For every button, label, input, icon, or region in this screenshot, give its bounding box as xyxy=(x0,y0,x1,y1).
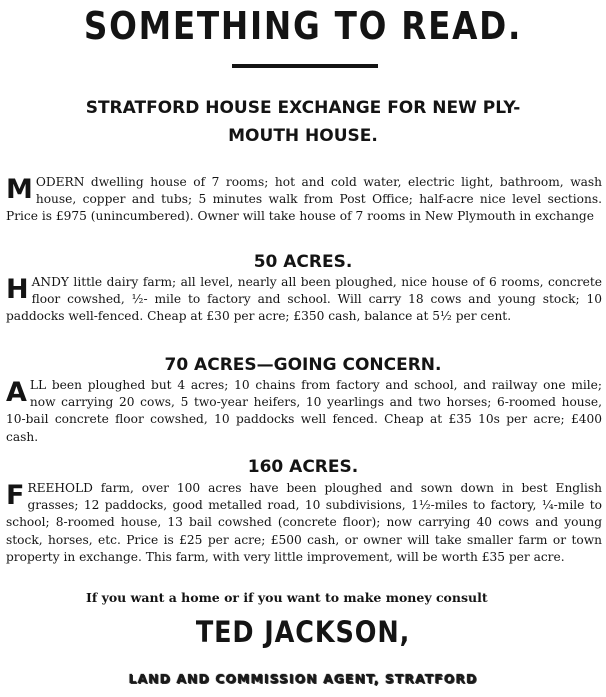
dropcap: F xyxy=(6,480,25,511)
section-text: REEHOLD farm, over 100 acres have been ploughed and sown down in best English grasses; 12 paddocks, good metalled road, 10 subdivisions, 1½-miles to factory, ¼-mile to school; 8-roomed house, 13 bail cowshed (concrete floor); now carrying 40 cows and young stock, horses, etc. Price is £25 per acre; £500 cash, or owner will take smaller farm or town property in exchange. This farm, with very little improvement, will be worth £35 per acre. xyxy=(6,481,602,564)
signature-name: TED JACKSON, xyxy=(195,615,411,649)
footer-agent-line: LAND AND COMMISSION AGENT, STRATFORD xyxy=(128,671,478,686)
dropcap: H xyxy=(6,274,29,305)
section-text: ANDY little dairy farm; all level, nearly all been ploughed, nice house of 6 rooms, concrete floor cowshed, ½- mile to factory and school. Will carry 18 cows and young stock; 10 paddocks well-fenced. Cheap at £30 per acre; £350 cash, balance at 5½ per cent. xyxy=(6,275,602,324)
dropcap: M xyxy=(6,174,33,205)
section-text: ODERN dwelling house of 7 rooms; hot and cold water, electric light, bathroom, wash house, copper and tubs; 5 minutes walk from Post Office; half-acre nice level sections. Price is £975 (unincumbered). Owner will take house of 7 rooms in New Plymouth in exchange xyxy=(6,175,602,224)
section-body-house-exchange xyxy=(6,174,602,226)
closing-line: If you want a home or if you want to make money consult xyxy=(86,590,488,605)
section-body-160-acres xyxy=(6,480,602,566)
headline: SOMETHING TO READ. xyxy=(83,4,523,48)
section-body-50-acres xyxy=(6,274,602,326)
section-heading-house-exchange: STRATFORD HOUSE EXCHANGE FOR NEW PLY- MOUTH HOUSE. xyxy=(85,98,521,146)
section-text: LL been ploughed but 4 acres; 10 chains from factory and school, and railway one mile; now carrying 20 cows, 5 two-year heifers, 10 yearlings and two horses; 6-roomed house, 10-bail concrete floor cowshed, 10 paddocks well fenced. Cheap at £35 10s per acre; £400 cash. xyxy=(6,378,602,444)
section-heading-160-acres: 160 ACRES. xyxy=(247,457,359,477)
headline-rule xyxy=(232,64,378,68)
section-heading-70-acres: 70 ACRES—GOING CONCERN. xyxy=(164,355,442,375)
dropcap: A xyxy=(6,377,27,408)
section-body-70-acres xyxy=(6,377,602,446)
section-heading-50-acres: 50 ACRES. xyxy=(253,252,353,272)
